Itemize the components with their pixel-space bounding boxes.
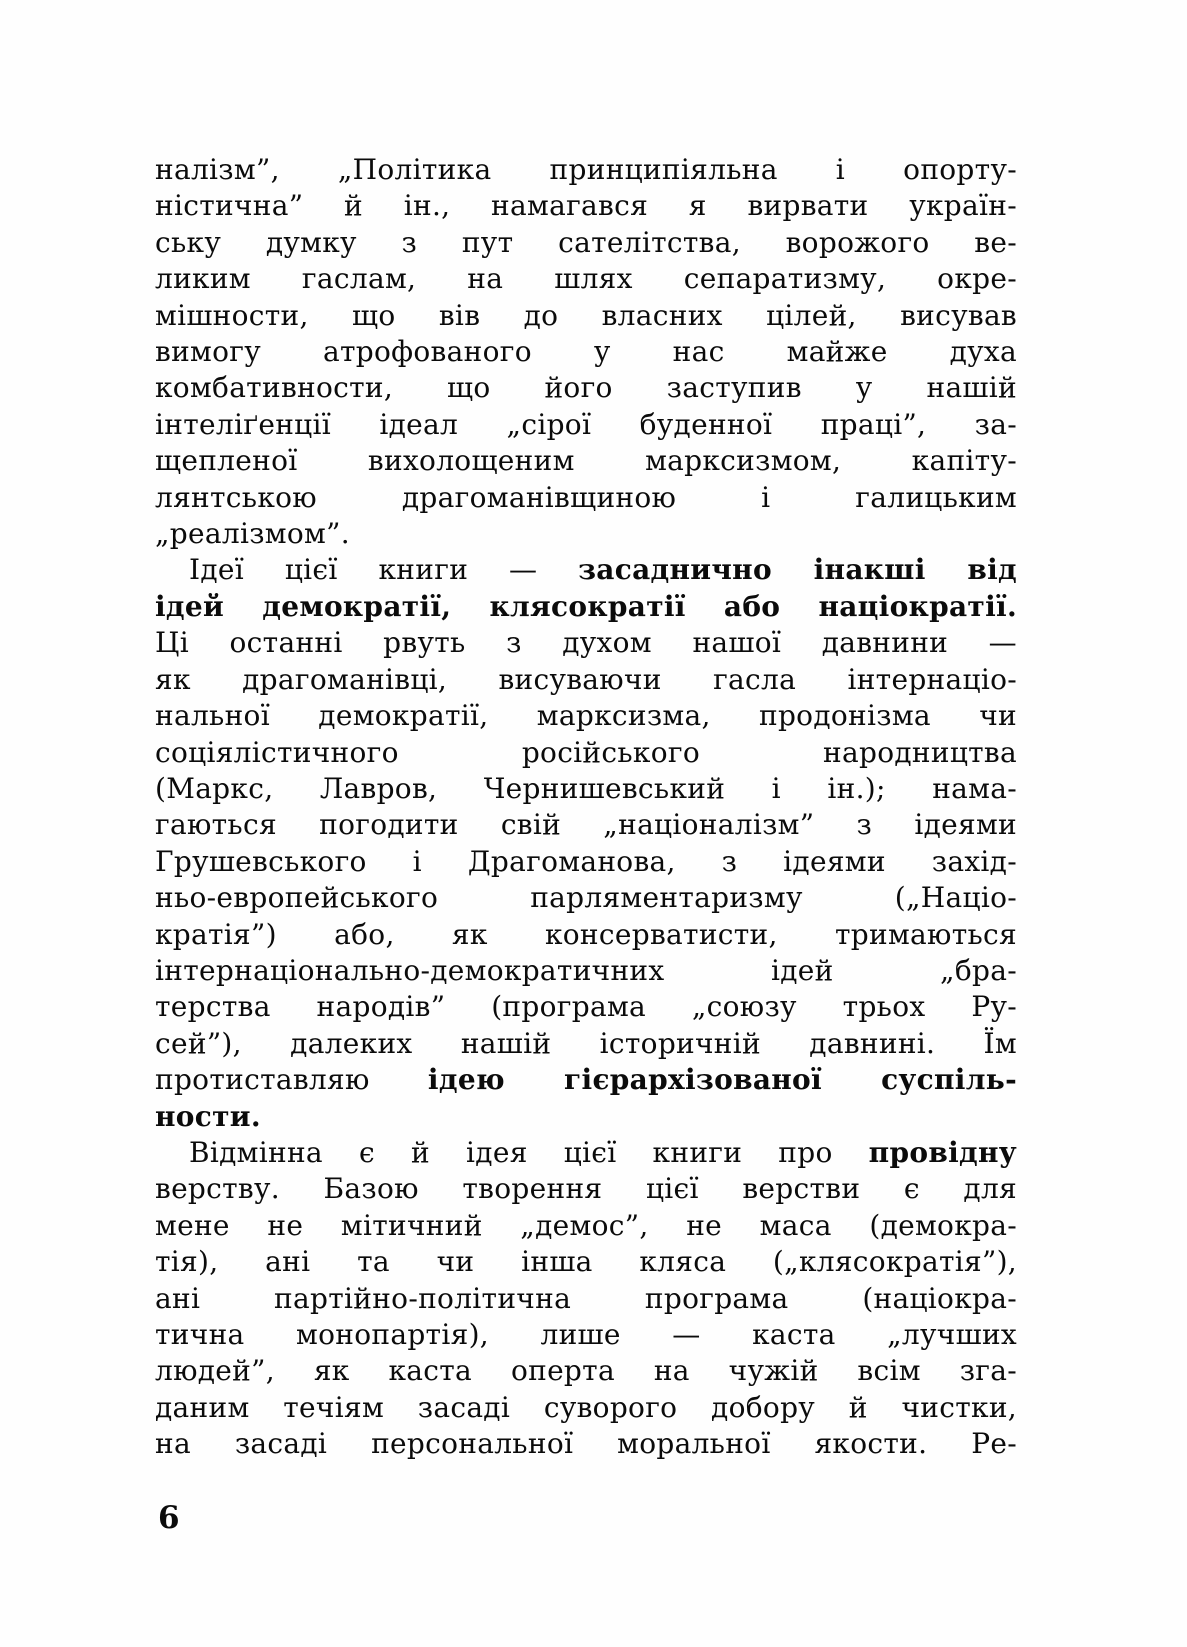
- text-line: [155, 662, 1017, 698]
- text-run: інтеліґенції ідеал „сірої буденної праці”, за-: [155, 407, 1017, 441]
- bold-text-run: ности.: [155, 1099, 261, 1133]
- text-line: [155, 1390, 1017, 1426]
- text-line: [155, 1426, 1017, 1462]
- text-run: мене не мітичний „демос”, не маса (демокра-: [155, 1208, 1017, 1242]
- text-run: комбативности, що його заступив у нашій: [155, 371, 1017, 405]
- text-run: ньо-европейського парляментаризму („Націо-: [155, 881, 1017, 915]
- text-line: [155, 1135, 1017, 1171]
- text-run: як драгоманівці, висуваючи гасла інтернаціо-: [155, 662, 1017, 696]
- text-run: лянтською драгоманівщиною і галицьким: [155, 480, 1017, 514]
- text-line: [155, 844, 1017, 880]
- text-line: [155, 1171, 1017, 1207]
- text-line: [155, 443, 1017, 479]
- text-line: [155, 953, 1017, 989]
- text-run: Грушевського і Драгоманова, з ідеями захід-: [155, 844, 1017, 878]
- text-run: налізм”, „Політика принципіяльна і опорту-: [155, 153, 1017, 186]
- text-line: [155, 1317, 1017, 1353]
- text-run: ані партійно-політична програма (націокра-: [155, 1281, 1017, 1315]
- text-line: [155, 1099, 1017, 1135]
- text-line: [155, 698, 1017, 734]
- text-line: [155, 516, 1017, 552]
- text-line: [155, 807, 1017, 843]
- text-line: [155, 370, 1017, 406]
- text-run: тія), ані та чи інша кляса („клясократія”),: [155, 1245, 1017, 1279]
- text-run: Відмінна є й ідея цієї книги про: [189, 1135, 869, 1169]
- text-line: [155, 1062, 1017, 1098]
- text-line: [155, 225, 1017, 261]
- text-run: людей”, як каста оперта на чужій всім зга-: [155, 1354, 1017, 1388]
- text-run: нальної демократії, марксизма, продонізма чи: [155, 699, 1017, 733]
- text-run: даним течіям засаді суворого добору й чистки,: [155, 1390, 1017, 1424]
- text-line: [155, 261, 1017, 297]
- text-run: мішности, що вів до власних цілей, висував: [155, 298, 1017, 332]
- text-line: [155, 625, 1017, 661]
- text-line: [155, 880, 1017, 916]
- text-line: [155, 1244, 1017, 1280]
- text-line: [155, 552, 1017, 588]
- bold-text-run: провідну: [868, 1135, 1017, 1169]
- text-line: [155, 298, 1017, 334]
- text-column: [155, 152, 1017, 1463]
- text-line: [155, 735, 1017, 771]
- text-run: соціялістичного російського народництва: [155, 735, 1017, 769]
- text-run: на засаді персональної моральної якости. Ре-: [155, 1427, 1017, 1461]
- text-line: [155, 1026, 1017, 1062]
- text-line: [155, 1281, 1017, 1317]
- bold-text-run: ідею гієрархізованої суспіль-: [427, 1063, 1017, 1097]
- text-run: вимогу атрофованого у нас майже духа: [155, 335, 1017, 369]
- text-run: інтернаціонально-демократичних ідей „бра-: [155, 953, 1017, 987]
- text-line: [155, 1208, 1017, 1244]
- text-run: Ці останні рвуть з духом нашої давнини —: [155, 626, 1017, 660]
- text-run: ликим гаслам, на шлях сепаратизму, окре-: [155, 262, 1017, 296]
- bold-text-run: засаднично інакші від: [578, 553, 1017, 587]
- text-run: ністична” й ін., намагався я вирвати україн-: [155, 189, 1017, 223]
- text-run: (Маркс, Лавров, Чернишевський і ін.); нама-: [155, 771, 1017, 805]
- text-run: кратія”) або, як консерватисти, тримаються: [155, 917, 1017, 951]
- text-run: ську думку з пут сателітства, ворожого ве-: [155, 225, 1017, 259]
- text-line: [155, 334, 1017, 370]
- text-line: [155, 917, 1017, 953]
- text-line: [155, 989, 1017, 1025]
- text-line: [155, 188, 1017, 224]
- text-run: верству. Базою творення цієї верстви є для: [155, 1172, 1017, 1206]
- text-run: „реалізмом”.: [155, 517, 350, 551]
- text-run: щепленої вихолощеним марксизмом, капіту-: [155, 444, 1017, 478]
- bold-text-run: ідей демократії, клясократії або націократії.: [155, 589, 1017, 623]
- text-line: [155, 152, 1017, 188]
- text-run: терства народів” (програма „союзу трьох Ру-: [155, 990, 1017, 1024]
- text-line: [155, 407, 1017, 443]
- text-line: [155, 480, 1017, 516]
- text-run: гаються погодити свій „націоналізм” з ідеями: [155, 808, 1017, 842]
- text-run: Ідеї цієї книги —: [189, 553, 579, 587]
- text-line: [155, 771, 1017, 807]
- text-line: [155, 589, 1017, 625]
- text-run: сей”), далеких нашій історичній давнині. Їм: [155, 1026, 1017, 1060]
- page-number: 6: [158, 1500, 180, 1536]
- text-run: тична монопартія), лише — каста „лучших: [155, 1318, 1017, 1351]
- text-line: [155, 1353, 1017, 1389]
- text-run: протиставляю: [155, 1063, 428, 1097]
